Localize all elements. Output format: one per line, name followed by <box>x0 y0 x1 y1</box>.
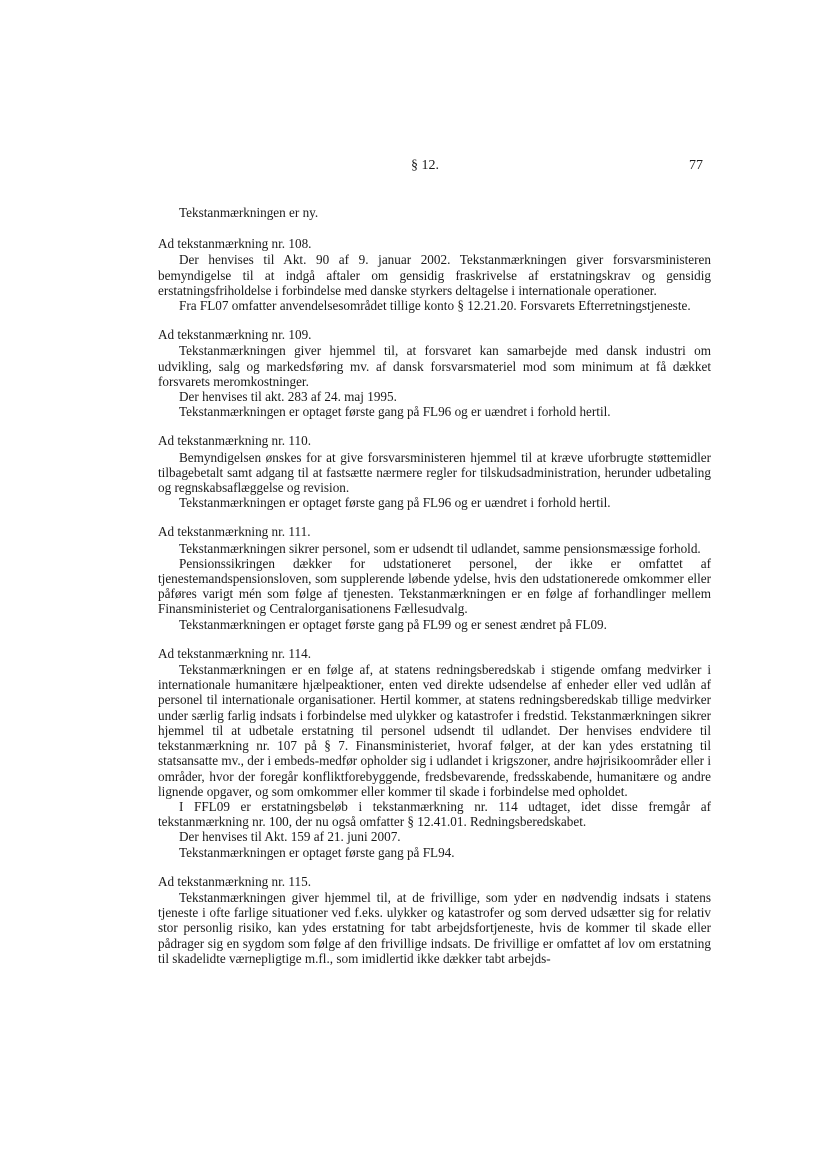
paragraph: Tekstanmærkningen giver hjemmel til, at forsvaret kan samarbejde med dansk industri om udvikling, salg og markedsføring mv. af dansk forsvarsmateriel mod som minimum at få dækket forsvarets meromkostninger. <box>158 343 711 389</box>
section-heading: Ad tekstanmærkning nr. 109. <box>158 327 312 343</box>
page-header <box>0 158 826 178</box>
section-108 <box>158 236 711 313</box>
section-heading: Ad tekstanmærkning nr. 111. <box>158 524 311 540</box>
section-number: § 12. <box>411 158 439 173</box>
paragraph: Bemyndigelsen ønskes for at give forsvarsministeren hjemmel til at kræve uforbrugte støttemidler tilbagebetalt samt adgang til at fastsætte nærmere regler for tilskudsadministration, herunder udbetaling og regnskabsaflæggelse og revision. <box>158 449 711 496</box>
paragraph: Der henvises til Akt. 159 af 21. juni 2007. <box>179 829 401 845</box>
section-heading: Ad tekstanmærkning nr. 115. <box>158 873 311 889</box>
paragraph: Tekstanmærkningen er optaget første gang på FL99 og er senest ændret på FL09. <box>179 616 607 632</box>
page-number: 77 <box>689 158 703 173</box>
section-heading: Ad tekstanmærkning nr. 114. <box>158 645 311 661</box>
document-body <box>158 205 711 966</box>
section-114 <box>158 646 711 860</box>
section-110 <box>158 433 711 510</box>
paragraph: Tekstanmærkningen er en følge af, at statens redningsberedskab i stigende omfang medvirker i internationale humanitære hjælpeaktioner, enten ved direkte udsendelse af enheder eller ved udlån af personel til internationale organisationer. Hertil kommer, at statens redningsberedskab tillige medvirker under særlig farlig indsats i forbindelse med ulykker og katastrofer i fredstid. Tekstanmærkningen sikrer hjemmel til at udbetale erstatning til personel udsendt til udlandet. Der henvises endvidere til tekstanmærkning nr. 107 på § 7. Finansministeriet, hvoraf følger, at der kan ydes erstatning til statsansatte mv., der i embeds-medfør opholder sig i udlandet i krigszoner, andre højrisikoområder eller i områder, hvor der foregår konfliktforebyggende, fredsbevarende, fredsskabende, humanitære og andre lignende opgaver, og som omkommer eller kommer til skade i forbindelse med opholdet. <box>158 662 711 799</box>
paragraph: Pensionssikringen dækker for udstationeret personel, der ikke er omfattet af tjenestemandspensionsloven, som supplerende løbende ydelse, hvis den udstationerede omkommer eller påføres varigt mén som følge af tjenesten. Tekstanmærkningen er en følge af forhandlinger mellem Finansministeriet og Centralorganisationens Fællesudvalg. <box>158 555 711 617</box>
paragraph: Tekstanmærkningen er optaget første gang på FL96 og er uændret i forhold hertil. <box>179 495 611 511</box>
section-109 <box>158 327 711 419</box>
section-heading: Ad tekstanmærkning nr. 108. <box>158 236 312 252</box>
paragraph: Fra FL07 omfatter anvendelsesområdet tillige konto § 12.21.20. Forsvarets Efterretningstjeneste. <box>179 298 691 314</box>
paragraph: Tekstanmærkningen er optaget første gang på FL94. <box>179 844 455 860</box>
intro-text: Tekstanmærkningen er ny. <box>179 205 319 220</box>
paragraph: Tekstanmærkningen giver hjemmel til, at de frivillige, som yder en nødvendig indsats i statens tjeneste i ofte farlige situationer ved f.eks. ulykker og katastrofer og som derved udsætter sig for relativ stor personlig risiko, kan ydes erstatning for tabt arbejdsfortjeneste, hvis de kommer til skade eller pådrager sig en sygdom som følge af den frivillige indsats. De frivillige er omfattet af lov om erstatning til skadelidte værnepligtige m.fl., som imidlertid ikke dækker tabt arbejds- <box>158 889 711 966</box>
paragraph: Tekstanmærkningen sikrer personel, som er udsendt til udlandet, samme pensionsmæssige forhold. <box>179 540 701 556</box>
section-111 <box>158 524 711 631</box>
paragraph: Der henvises til Akt. 90 af 9. januar 2002. Tekstanmærkningen giver forsvarsministeren bemyndigelse til at indgå aftaler om gensidig fraskrivelse af erstatningskrav og gensidig erstatningsfriholdelse i forbindelse med danske styrkers deltagelse i internationale operationer. <box>158 252 711 298</box>
section-heading: Ad tekstanmærkning nr. 110. <box>158 433 311 449</box>
section-115 <box>158 874 711 966</box>
paragraph: I FFL09 er erstatningsbeløb i tekstanmærkning nr. 114 udtaget, idet disse fremgår af tekstanmærkning nr. 100, der nu også omfatter § 12.41.01. Redningsberedskabet. <box>158 798 711 830</box>
paragraph: Tekstanmærkningen er optaget første gang på FL96 og er uændret i forhold hertil. <box>179 404 611 420</box>
paragraph: Der henvises til akt. 283 af 24. maj 1995. <box>179 389 397 405</box>
